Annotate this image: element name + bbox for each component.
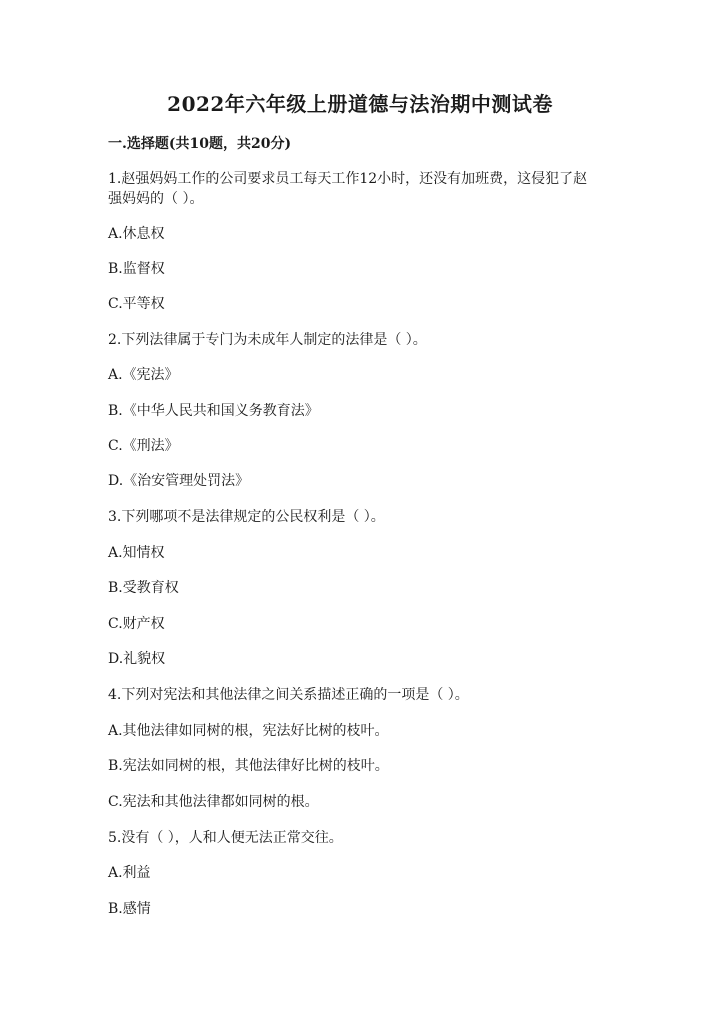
question-4-option-c: C.宪法和其他法律都如同树的根。: [108, 794, 319, 810]
question-1-option-b: B.监督权: [108, 261, 165, 277]
question-3-option-a: A.知情权: [108, 545, 165, 561]
question-2-option-c: C.《刑法》: [108, 438, 179, 454]
question-1-stem-continued: 强妈妈的（ ）。: [108, 191, 204, 207]
question-3-option-b: B.受教育权: [108, 580, 179, 596]
section-header: 一.选择题(共10题，共20分): [108, 136, 292, 152]
question-1-option-c: C.平等权: [108, 296, 165, 312]
question-4-option-a: A.其他法律如同树的根，宪法好比树的枝叶。: [108, 723, 389, 739]
question-2-option-a: A.《宪法》: [108, 367, 179, 383]
question-5-stem: 5.没有（ ），人和人便无法正常交往。: [108, 830, 343, 846]
question-4-stem: 4.下列对宪法和其他法律之间关系描述正确的一项是（ ）。: [108, 687, 469, 703]
question-5-option-b: B.感情: [108, 901, 151, 917]
exam-title: 2022年六年级上册道德与法治期中测试卷: [167, 92, 553, 116]
question-5-option-a: A.利益: [108, 865, 151, 881]
question-4-option-b: B.宪法如同树的根，其他法律好比树的枝叶。: [108, 758, 389, 774]
question-1-option-a: A.休息权: [108, 226, 165, 242]
question-2-option-d: D.《治安管理处罚法》: [108, 473, 250, 489]
question-3-option-d: D.礼貌权: [108, 651, 166, 667]
question-3-stem: 3.下列哪项不是法律规定的公民权利是（ ）。: [108, 509, 385, 525]
question-2-option-b: B.《中华人民共和国义务教育法》: [108, 403, 319, 419]
question-3-option-c: C.财产权: [108, 616, 165, 632]
question-1-stem: 1.赵强妈妈工作的公司要求员工每天工作12小时，还没有加班费，这侵犯了赵: [108, 171, 588, 187]
question-2-stem: 2.下列法律属于专门为未成年人制定的法律是（ ）。: [108, 332, 427, 348]
